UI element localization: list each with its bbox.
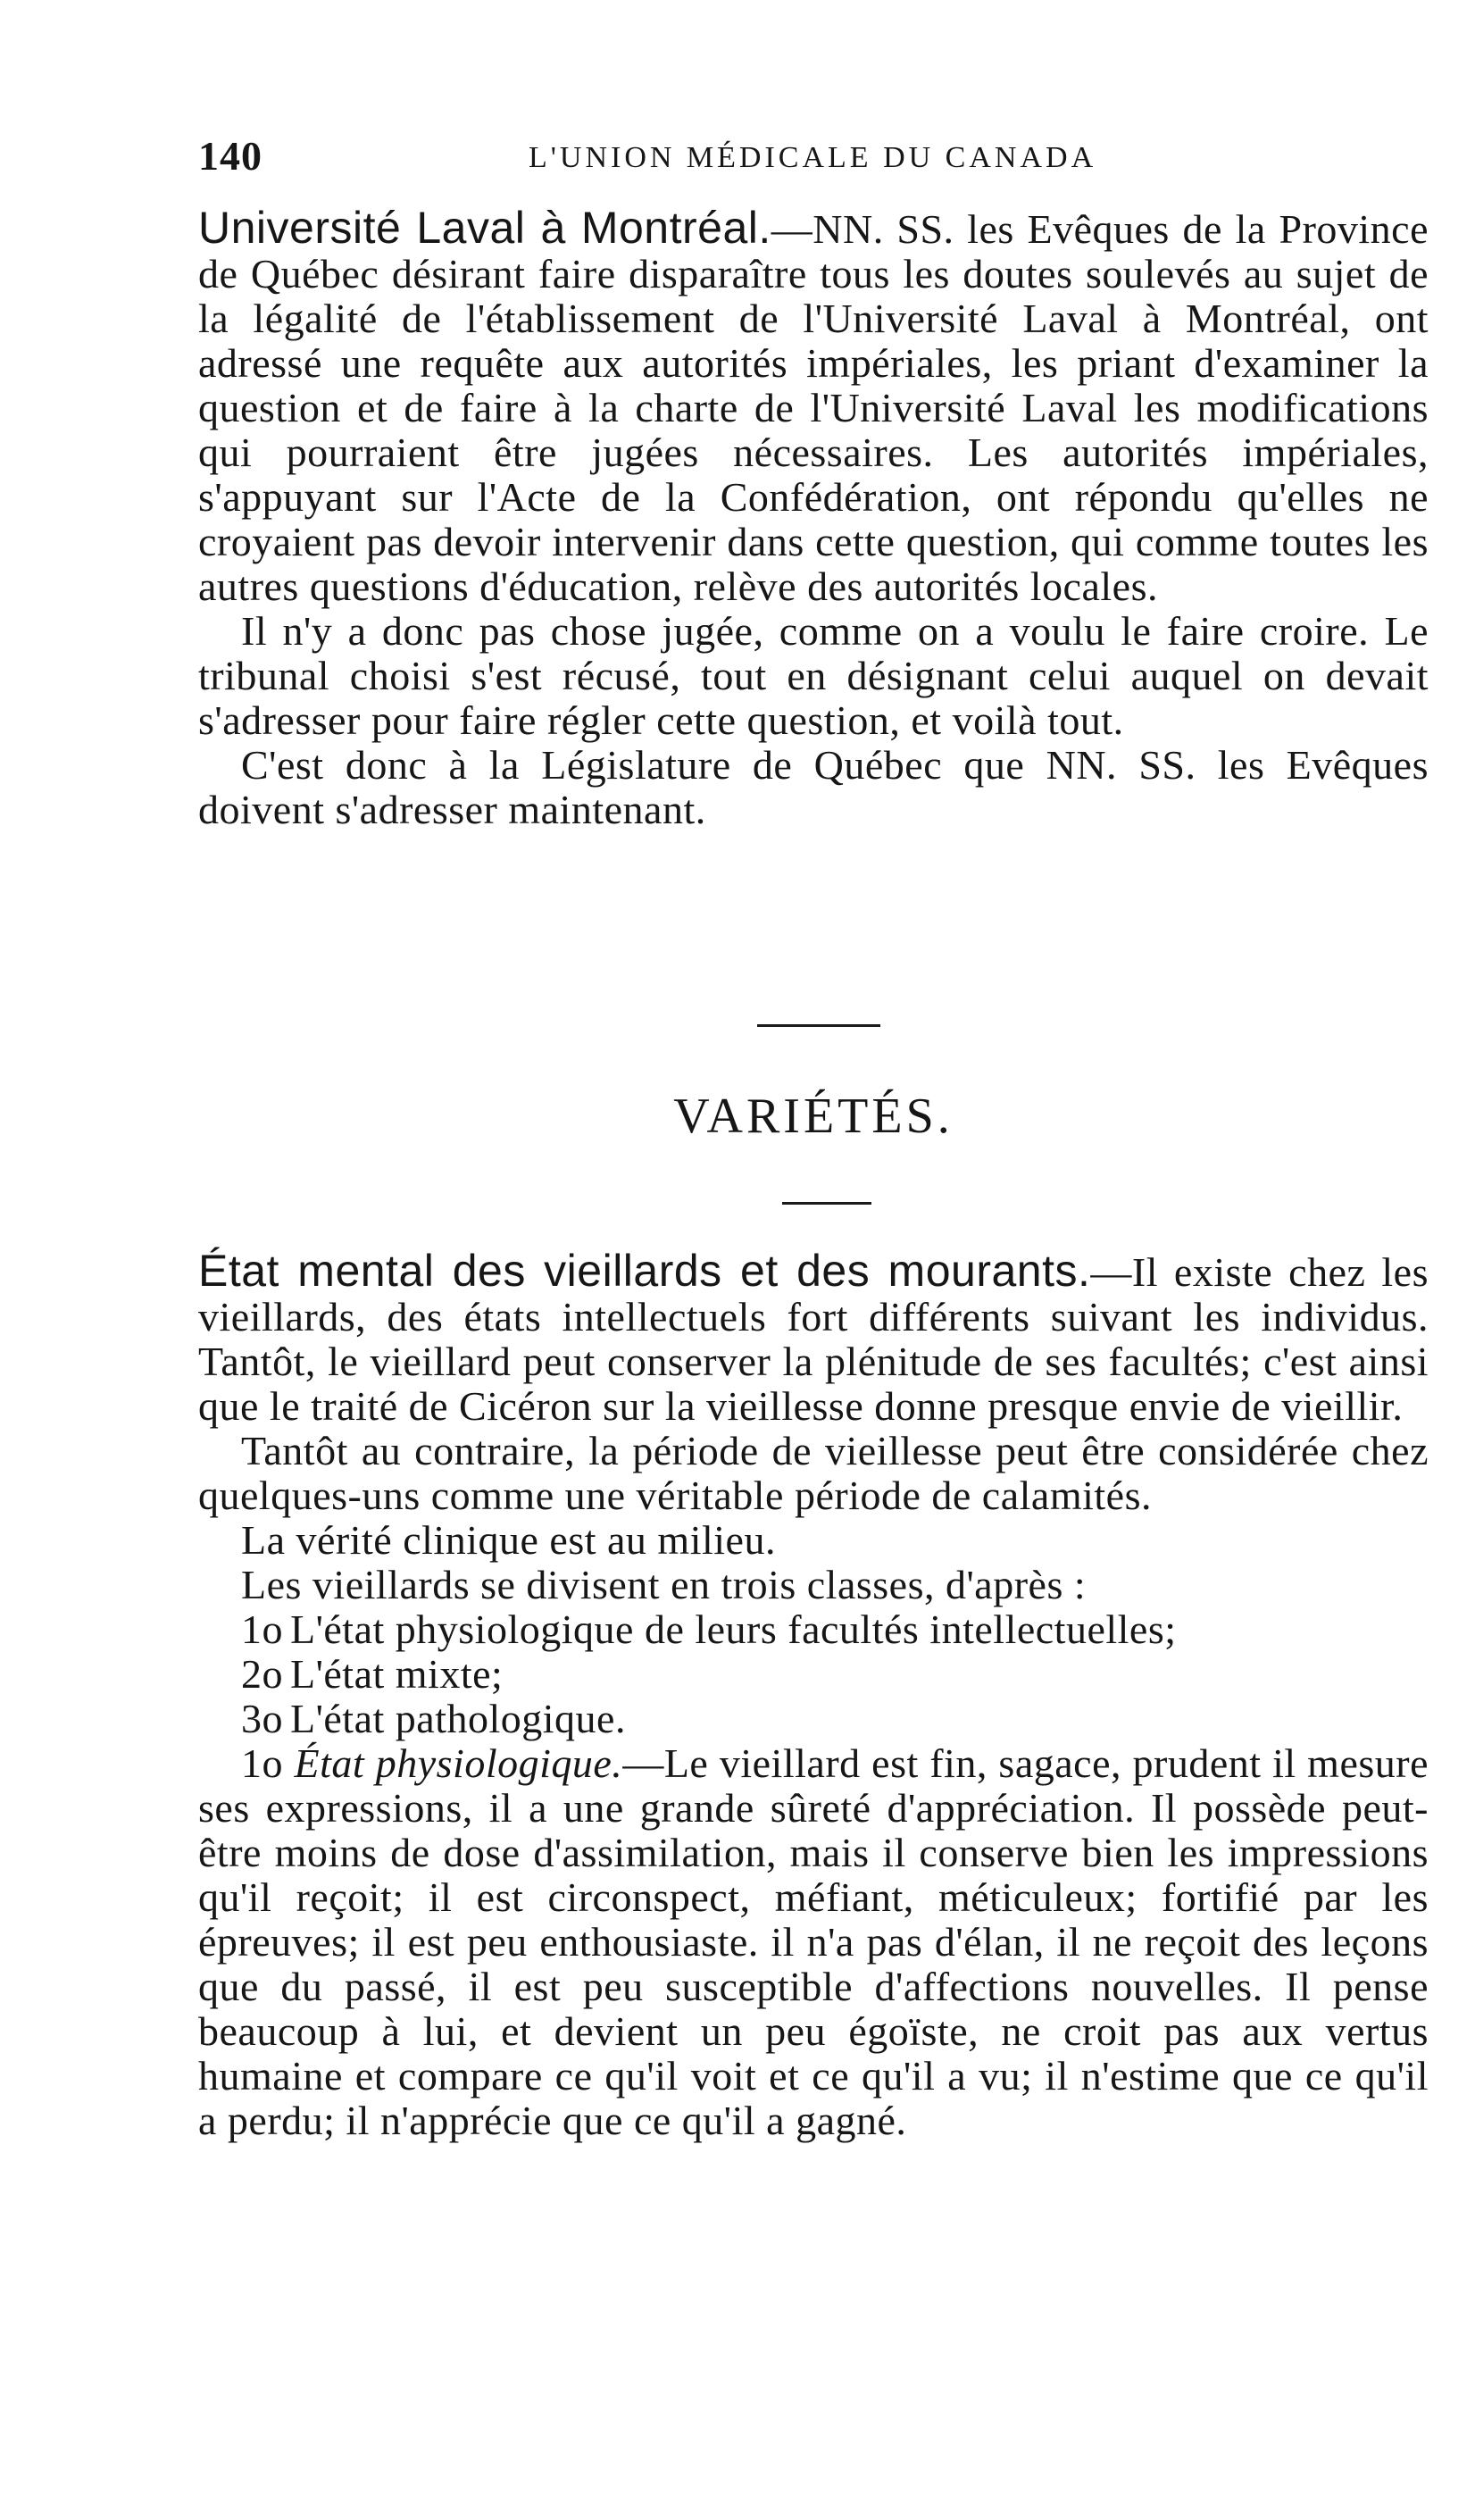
section-divider [757,1024,880,1027]
list-item [198,1652,1429,1697]
section-heading: VARIÉTÉS. [673,1089,954,1144]
list-marker: 2o [241,1651,283,1697]
article-text: —NN. SS. les Evêques de la Province de Québec désirant faire disparaître tous les doutes soulevés au sujet de la légalité de l'établissement de l'Université Laval à Montréal, ont adressé une requête aux autorités impériales, les priant d'examiner la question et de faire à la charte de l'Université Laval les modifications qui pourraient être jugées nécessaires. Les autorités impériales, s'appuyant sur l'Acte de la Confédération, ont répondu qu'elles ne croyaient pas devoir intervenir dans cette question, qui comme toutes les autres questions d'éducation, relève des autorités locales. [198,206,1429,609]
list-marker: 1o [241,1740,283,1786]
article-paragraph: La vérité clinique est au milieu. [241,1517,776,1563]
journal-title: L'UNION MÉDICALE DU CANADA [529,141,1097,174]
section-divider [782,1202,871,1205]
article-etat-mental [198,1248,1429,2143]
article-paragraph: Il n'y a donc pas chose jugée, comme on a voulu le faire croire. Le tribunal choisi s'est récusé, tout en désignant celui auquel on devait s'adresser pour faire régler cette question, et voilà tout. [198,608,1429,743]
article-lead: État mental des vieillards et des mourants. [198,1246,1091,1296]
running-head [198,132,1430,186]
list-text: L'état physiologique de leurs facultés intellectuelles; [290,1606,1177,1652]
list-text: L'état mixte; [290,1651,504,1697]
article-text: —Il existe chez les vieillards, des états intellectuels fort différents suivant les individus. Tantôt, le vieillard peut conserver la plénitude de ses facultés; c'est ainsi que le traité de Cicéron sur la vieillesse donne presque envie de vieillir. [198,1249,1429,1429]
article-paragraph: Les vieillards se divisent en trois classes, d'après : [241,1562,1087,1607]
article-text: —Le vieillard est fin, sagace, prudent il mesure ses expressions, il a une grande sûreté d'appréciation. Il possède peut-être moins de dose d'assimilation, mais il conserve bien les impressions qu'il reçoit; il est circonspect, méfiant, méticuleux; fortifié par les épreuves; il est peu enthousiaste. il n'a pas d'élan, il ne reçoit des leçons que du passé, il est peu susceptible d'affections nouvelles. Il pense beaucoup à lui, et devient un peu égoïste, ne croit pas aux vertus humaine et compare ce qu'il voit et ce qu'il a vu; il n'estime que ce qu'il a perdu; il n'apprécie que ce qu'il a gagné. [198,1740,1429,2143]
list-text: L'état pathologique. [290,1696,626,1741]
list-marker: 1o [241,1606,283,1652]
page-number: 140 [198,133,262,179]
article-paragraph [198,1248,1429,1429]
article-universite-laval [198,205,1429,832]
article-paragraph: C'est donc à la Législature de Québec que NN. SS. les Evêques doivent s'adresser maintenant. [198,742,1429,832]
article-paragraph [198,1741,1429,2143]
subheading: État physiologique. [294,1740,623,1786]
article-paragraph [198,205,1429,609]
article-lead: Université Laval à Montréal. [198,203,771,253]
list-item [198,1697,1429,1741]
list-item [198,1607,1429,1652]
article-paragraph: Tantôt au contraire, la période de vieillesse peut être considérée chez quelques-uns comme une véritable période de calamités. [198,1428,1429,1518]
list-marker: 3o [241,1696,283,1741]
